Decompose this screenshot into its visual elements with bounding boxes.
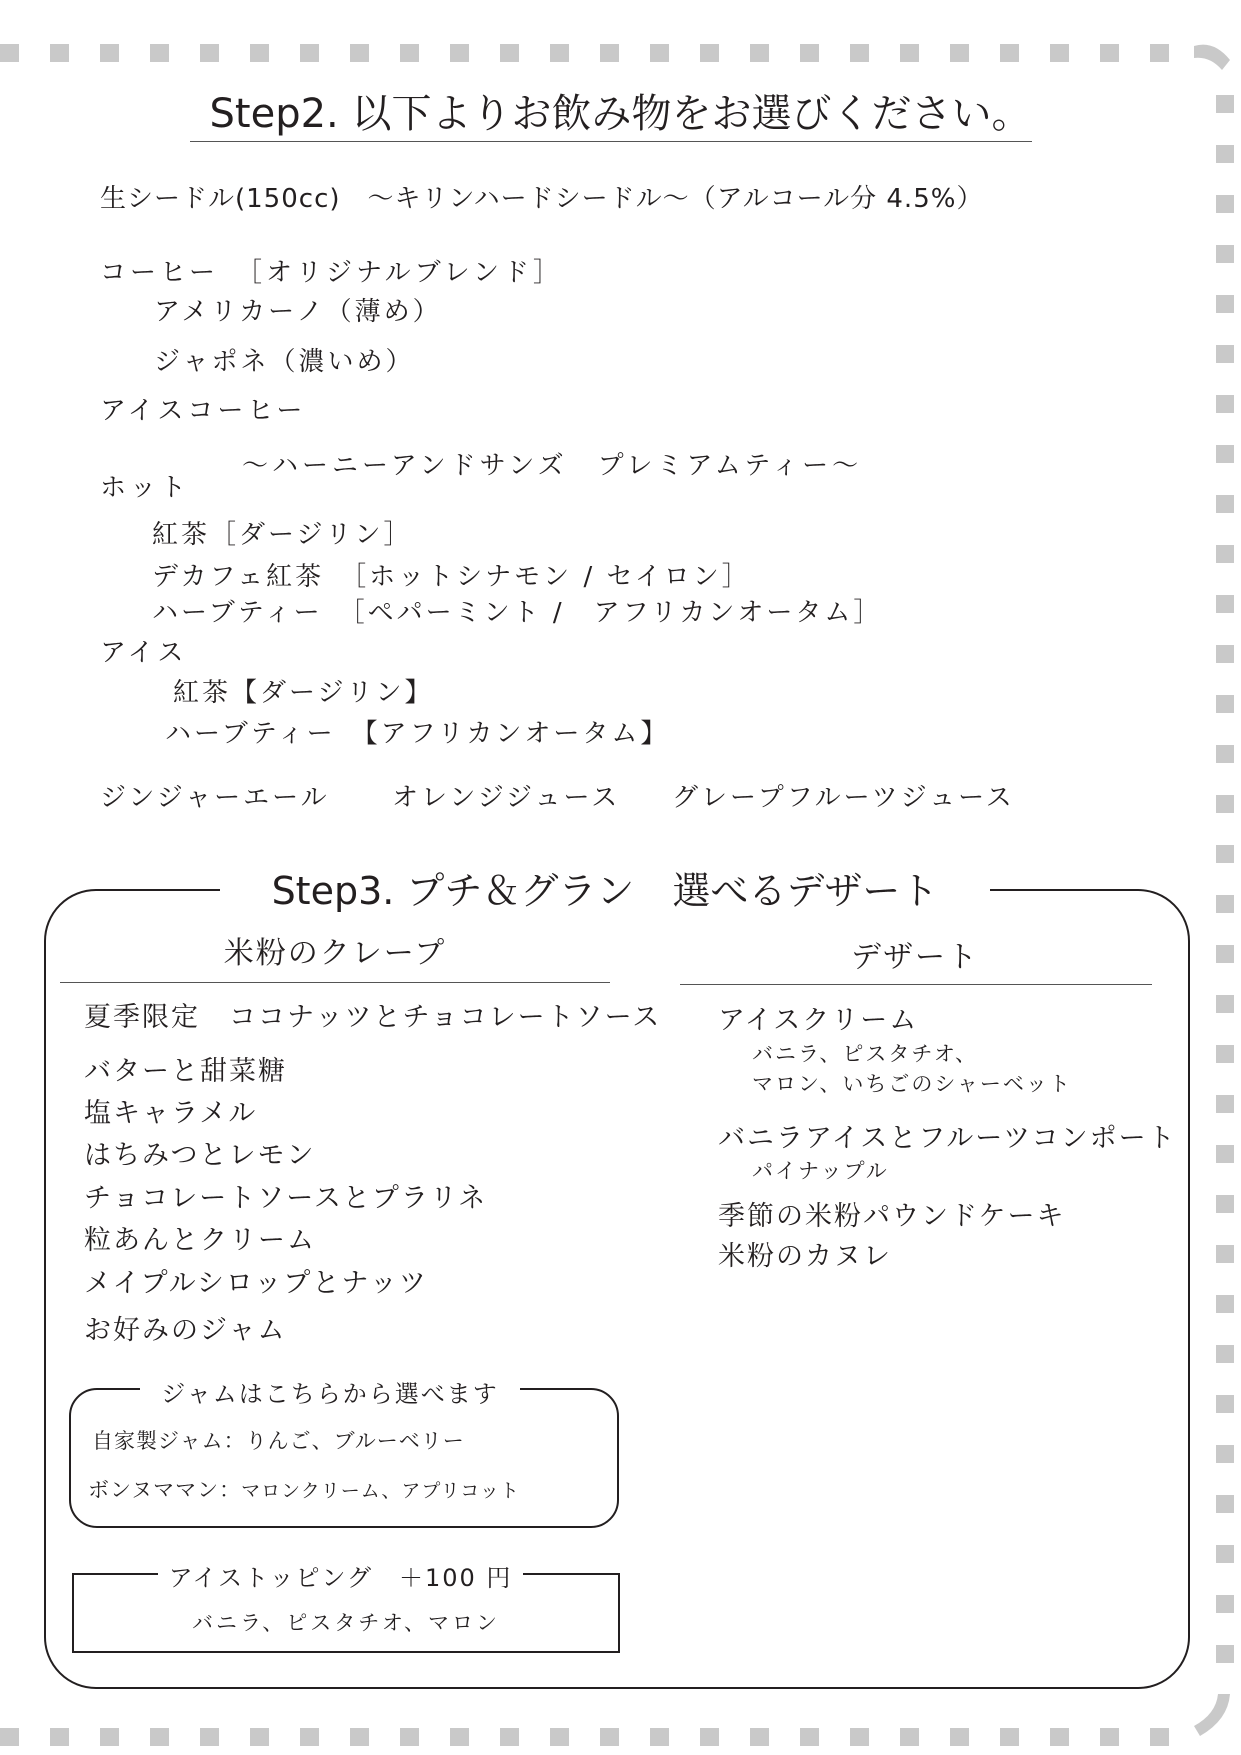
crepe-item: 夏季限定 ココナッツとチョコレートソース <box>84 1002 662 1033</box>
crepe-item: 塩キャラメル <box>84 1098 258 1129</box>
ice-tea-item: 紅茶【ダージリン】 <box>173 678 434 708</box>
step3-title: Step3. プチ＆グラン 選べるデザート <box>220 860 990 915</box>
hot-tea-item: デカフェ紅茶 ［ホットシナモン / セイロン］ <box>152 562 751 592</box>
ice-tea-item: ハーブティー 【アフリカンオータム】 <box>165 719 670 749</box>
bottom-dashed-border <box>0 1728 1190 1746</box>
ice-tea-label: アイス <box>100 638 188 668</box>
drink-iced-coffee: アイスコーヒー <box>100 396 307 426</box>
crepe-item: お好みのジャム <box>84 1315 287 1346</box>
compote-fruit: パイナップル <box>752 1159 889 1183</box>
ice-topping-flavors: バニラ、ピスタチオ、マロン <box>191 1611 500 1635</box>
top-right-corner-ornament <box>1192 36 1234 78</box>
ice-cream-flavors-2: マロン、いちごのシャーベット <box>752 1072 1072 1096</box>
dessert-header-rule <box>680 984 1152 985</box>
drink-orange-juice: オレンジジュース <box>392 783 621 813</box>
dessert-canele: 米粉のカヌレ <box>718 1241 892 1272</box>
dessert-column-header: デザート <box>851 940 979 975</box>
jam-bonne-maman-label: ボンヌママン： <box>88 1478 242 1502</box>
hot-tea-item: ハーブティー ［ペパーミント / アフリカンオータム］ <box>152 598 883 628</box>
tea-brand-heading: ～ハーニーアンドサンズ プレミアムティー～ <box>242 451 863 481</box>
drink-ginger-ale: ジンジャーエール <box>100 783 330 813</box>
dessert-compote: バニラアイスとフルーツコンポート <box>718 1123 1177 1154</box>
right-dashed-border <box>1216 95 1234 1695</box>
crepe-item: メイプルシロップとナッツ <box>84 1268 428 1299</box>
crepe-header-rule <box>60 982 610 983</box>
crepe-column-header: 米粉のクレープ <box>223 936 447 971</box>
drink-cider: 生シードル(150cc) ～キリンハードシードル～（アルコール分 4.5%） <box>100 184 984 214</box>
crepe-item: はちみつとレモン <box>84 1140 316 1171</box>
jam-options-title: ジャムはこちらから選べます <box>140 1374 520 1409</box>
jam-bonne-maman-value: マロンクリーム、アプリコット <box>241 1480 520 1502</box>
crepe-item: バターと甜菜糖 <box>84 1056 287 1087</box>
drink-grapefruit-juice: グレープフルーツジュース <box>672 783 1015 813</box>
jam-options-box <box>69 1388 619 1528</box>
hot-tea-item: 紅茶［ダージリン］ <box>152 520 413 550</box>
drink-americano: アメリカーノ（薄め） <box>154 297 442 327</box>
bottom-right-corner-ornament <box>1192 1690 1234 1740</box>
drink-japone: ジャポネ（濃いめ） <box>154 347 415 377</box>
coffee-header: コーヒー ［オリジナルブレンド］ <box>100 258 563 288</box>
jam-bonne-maman-line <box>88 1474 520 1504</box>
jam-homemade-line: 自家製ジャム：りんご、ブルーベリー <box>92 1429 465 1453</box>
hot-tea-label: ホット <box>100 473 191 503</box>
crepe-item: チョコレートソースとプラリネ <box>84 1183 488 1214</box>
top-dashed-border <box>0 44 1190 62</box>
ice-topping-title: アイストッピング ＋100 円 <box>158 1558 523 1593</box>
ice-cream-flavors-1: バニラ、ピスタチオ、 <box>752 1042 979 1066</box>
dessert-pound-cake: 季節の米粉パウンドケーキ <box>718 1201 1066 1232</box>
dessert-ice-cream: アイスクリーム <box>718 1005 919 1036</box>
crepe-item: 粒あんとクリーム <box>84 1225 316 1256</box>
step2-title: Step2. 以下よりお飲み物をお選びください。 <box>209 91 1032 137</box>
step2-title-underline <box>190 141 1032 142</box>
